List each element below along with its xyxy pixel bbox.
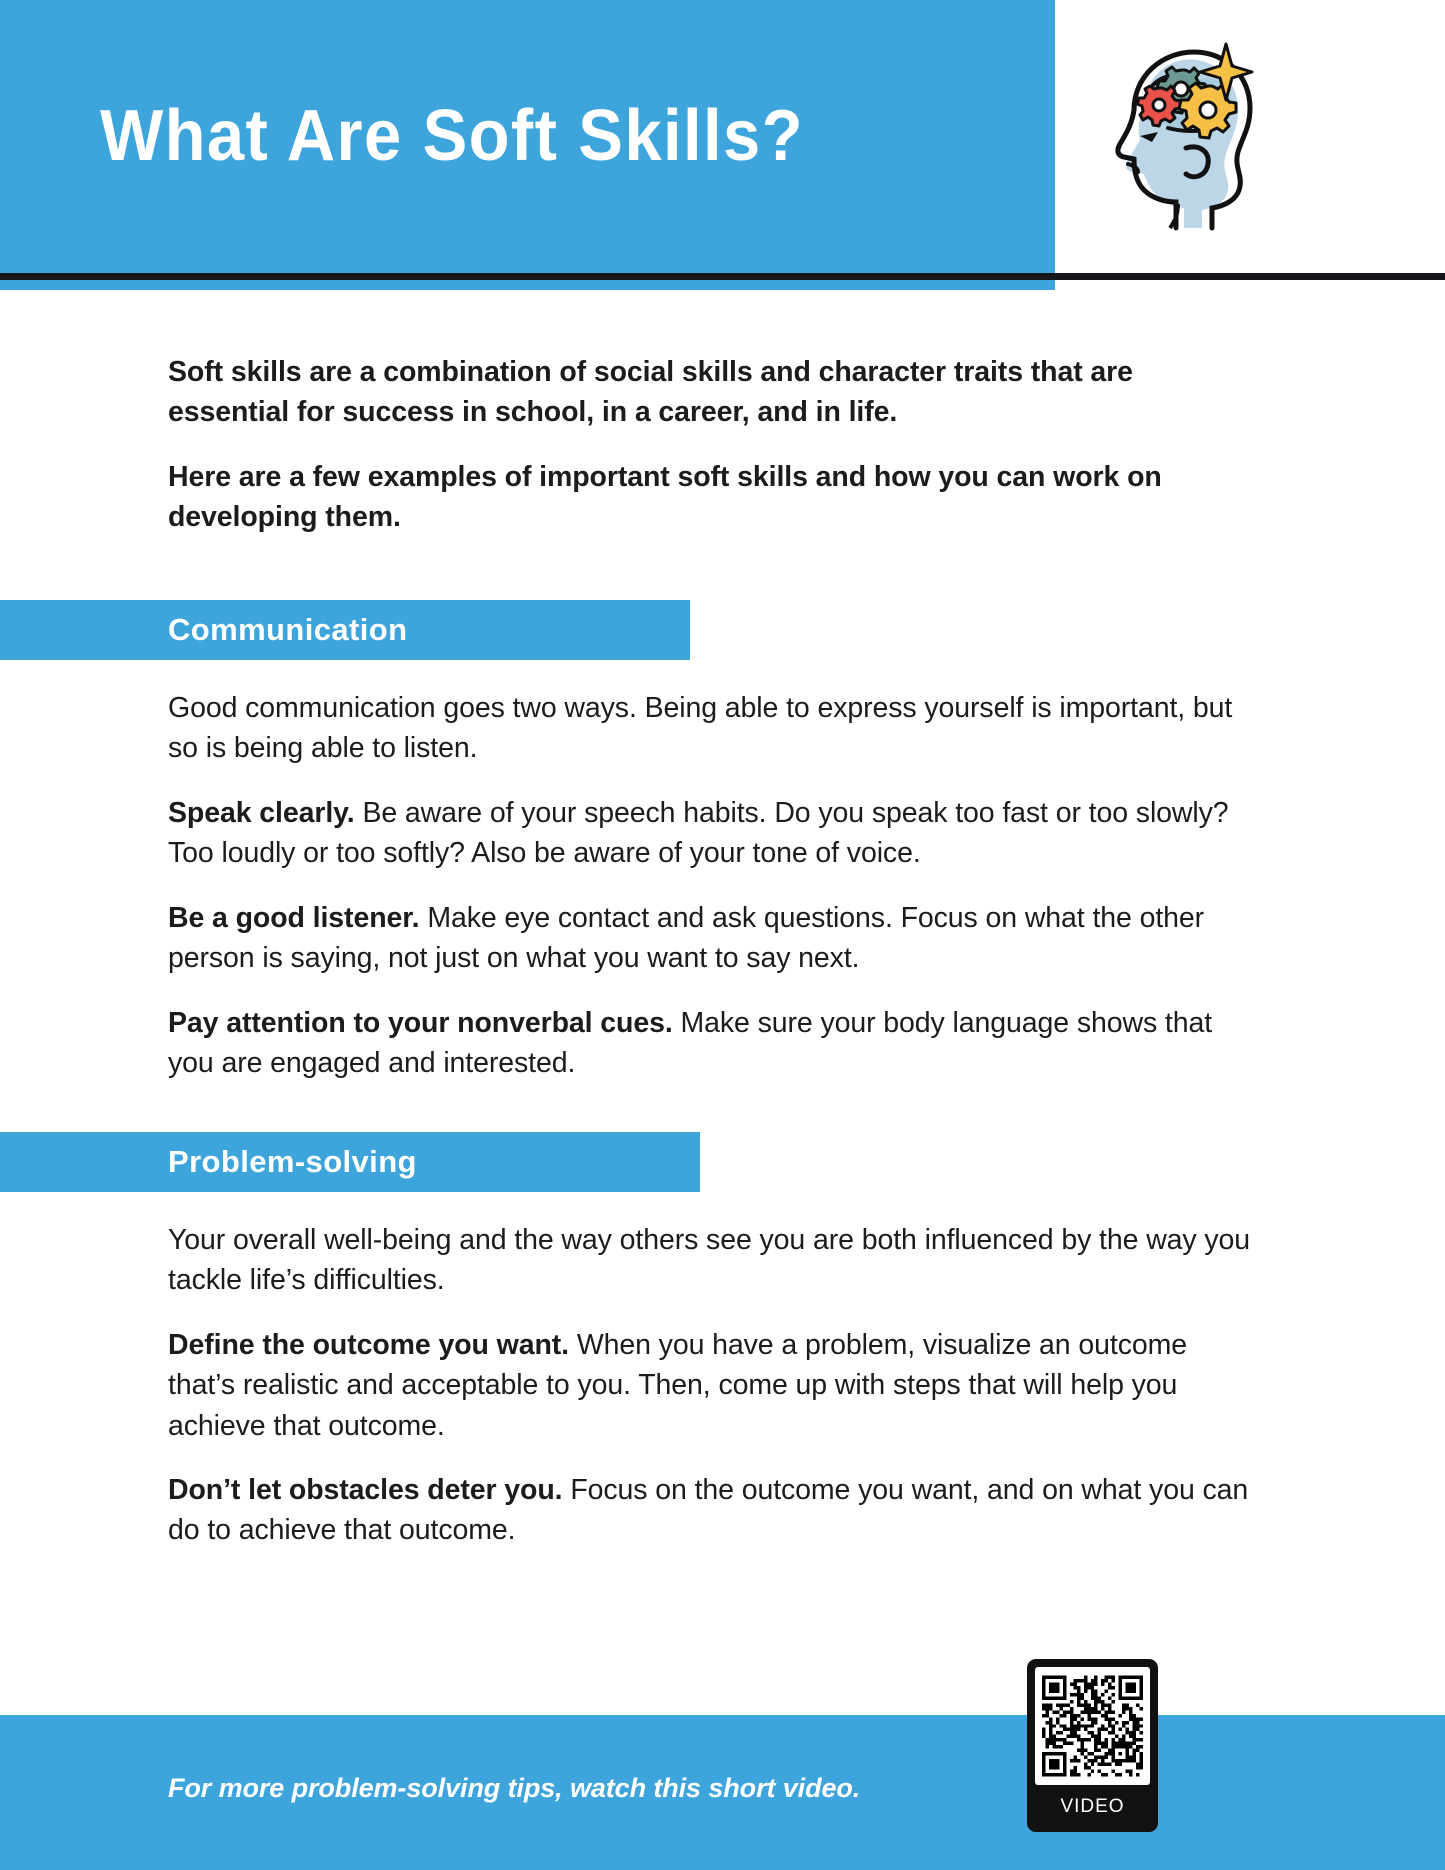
page-content	[0, 290, 1445, 1551]
header-divider-rule	[0, 273, 1445, 280]
page-footer	[0, 1715, 1445, 1870]
paragraph-text: Make eye contact and ask questions. Focus on what the other person is saying, not just on what you want to say next.	[168, 901, 1205, 975]
paragraph	[168, 1003, 1260, 1084]
head-brain-gears-icon	[1090, 32, 1270, 232]
section-heading-communication: Communication	[0, 600, 690, 660]
paragraph-lead: Speak clearly.	[168, 796, 355, 829]
page-title: What Are Soft Skills?	[100, 96, 804, 176]
paragraph-lead: Be a good listener.	[168, 901, 420, 934]
section-body-communication	[168, 660, 1260, 1084]
section-heading-problem-solving: Problem-solving	[0, 1132, 700, 1192]
paragraph-text: Your overall well-being and the way others see you are both influenced by the way you tackle life’s difficulties.	[168, 1223, 1251, 1297]
qr-code-video-badge[interactable]	[1027, 1659, 1158, 1832]
paragraph-text: Be aware of your speech habits. Do you speak too fast or too slowly? Too loudly or too softly? Also be aware of your tone of voice.	[168, 796, 1229, 870]
qr-code-label: VIDEO	[1060, 1796, 1125, 1817]
intro-paragraph-1: Soft skills are a combination of social skills and character traits that are essential for success in school, in a career, and in life.	[168, 356, 1133, 429]
paragraph	[168, 1470, 1260, 1551]
paragraph-lead: Define the outcome you want.	[168, 1328, 569, 1361]
paragraph	[168, 1325, 1260, 1446]
intro-block	[168, 352, 1258, 538]
paragraph-lead: Pay attention to your nonverbal cues.	[168, 1006, 673, 1039]
page-header	[0, 0, 1445, 290]
footer-caption: For more problem-solving tips, watch this short video.	[168, 1773, 861, 1803]
paragraph	[168, 793, 1260, 874]
paragraph-lead: Don’t let obstacles deter you.	[168, 1473, 563, 1506]
paragraph	[168, 1220, 1260, 1301]
qr-code[interactable]	[1035, 1667, 1150, 1785]
paragraph-text: Focus on the outcome you want, and on what you can do to achieve that outcome.	[168, 1473, 1249, 1547]
paragraph	[168, 688, 1260, 769]
paragraph-text: Make sure your body language shows that you are engaged and interested.	[168, 1006, 1213, 1080]
paragraph-text: Good communication goes two ways. Being able to express yourself is important, but so is being able to listen.	[168, 691, 1233, 765]
section-body-problem-solving	[168, 1192, 1260, 1551]
paragraph-text: When you have a problem, visualize an outcome that’s realistic and acceptable to you. Then, come up with steps that will help you achieve that outcome.	[168, 1328, 1187, 1442]
intro-paragraph-2: Here are a few examples of important soft skills and how you can work on developing them.	[168, 460, 1162, 534]
gear-red-icon	[1137, 86, 1180, 126]
paragraph	[168, 898, 1260, 979]
